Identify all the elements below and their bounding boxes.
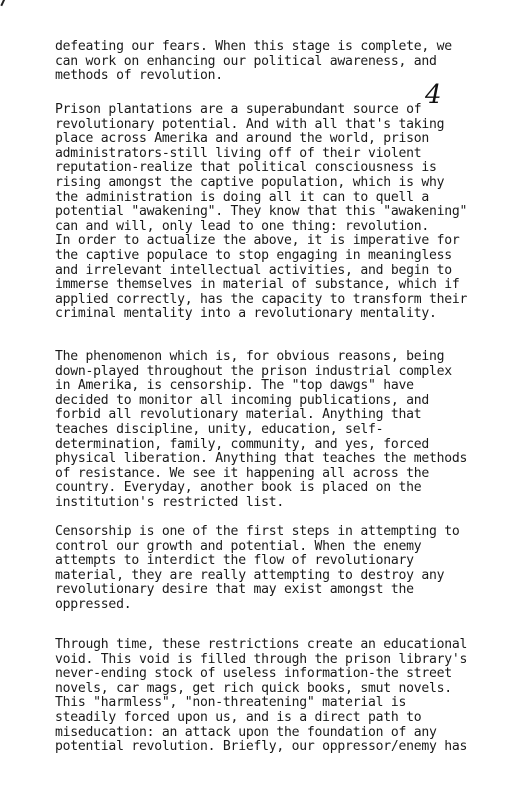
text-line: institution's restricted list. xyxy=(55,495,284,510)
text-line: novels, car mags, get rich quick books, smut novels. xyxy=(55,681,452,696)
handwritten-page-number: 4 xyxy=(425,80,442,110)
text-line: control our growth and potential. When the enemy xyxy=(55,539,422,554)
text-line: forbid all revolutionary material. Anything that xyxy=(55,408,422,423)
paragraph-2 xyxy=(55,103,473,322)
text-line: void. This void is filled through the prison library's xyxy=(55,652,468,667)
text-line: miseducation: an attack upon the foundation of any xyxy=(55,725,437,740)
text-line: The phenomenon which is, for obvious reasons, being xyxy=(55,350,445,364)
text-line: criminal mentality into a revolutionary mentality. xyxy=(55,307,437,322)
text-line: rising amongst the captive population, which is why xyxy=(55,175,445,190)
text-line: immerse themselves in material of substance, which if xyxy=(55,278,460,293)
text-line: can work on enhancing our political awareness, and xyxy=(55,54,437,69)
text-line: This "harmless", "non-threatening" material is xyxy=(55,696,407,711)
text-line: steadily forced upon us, and is a direct path to xyxy=(55,710,422,725)
text-line: revolutionary desire that may exist amongst the xyxy=(55,583,414,598)
text-line: determination, family, community, and yes, forced xyxy=(55,437,430,452)
text-line: the captive populace to stop engaging in meaningless xyxy=(55,248,452,263)
text-line: physical liberation. Anything that teaches the methods xyxy=(55,452,468,467)
text-line: of resistance. We see it happening all across the xyxy=(55,466,430,481)
text-line: the administration is doing all it can to quell a xyxy=(55,190,430,205)
text-line: decided to monitor all incoming publications, and xyxy=(55,393,430,408)
text-line: down-played throughout the prison industrial complex xyxy=(55,364,452,379)
text-line: applied correctly, has the capacity to transform their xyxy=(55,292,468,307)
text-line: administrators-still living off of their violent xyxy=(55,146,422,161)
text-line: Censorship is one of the first steps in attempting to xyxy=(55,525,460,539)
text-line: Prison plantations are a superabundant source of xyxy=(55,103,422,117)
text-line: never-ending stock of useless information-the street xyxy=(55,667,452,682)
paragraph-1 xyxy=(55,40,473,84)
text-line: attempts to interdict the flow of revolutionary xyxy=(55,554,414,569)
text-line: oppressed. xyxy=(55,597,132,612)
text-line: potential revolution. Briefly, our oppressor/enemy has xyxy=(55,740,468,755)
text-line: methods of revolution. xyxy=(55,69,223,84)
text-line: can and will, only lead to one thing: revolution. xyxy=(55,219,430,234)
text-line: and irrelevant intellectual activities, and begin to xyxy=(55,263,452,278)
text-line: revolutionary potential. And with all that's taking xyxy=(55,117,445,132)
text-line: material, they are really attempting to destroy any xyxy=(55,568,445,583)
corner-tick-mark xyxy=(0,0,13,10)
text-line: in Amerika, is censorship. The "top dawgs" have xyxy=(55,379,414,394)
text-line: defeating our fears. When this stage is complete, we xyxy=(55,40,452,54)
paragraph-4 xyxy=(55,525,473,613)
paragraph-5 xyxy=(55,638,473,755)
text-line: In order to actualize the above, it is imperative for xyxy=(55,234,460,249)
text-line: country. Everyday, another book is placed on the xyxy=(55,481,422,496)
text-line: Through time, these restrictions create an educational xyxy=(55,638,468,652)
text-line: place across Amerika and around the world, prison xyxy=(55,132,430,147)
text-line: potential "awakening". They know that this "awakening" xyxy=(55,205,468,220)
text-line: teaches discipline, unity, education, self- xyxy=(55,422,384,437)
text-line: reputation-realize that political consciousness is xyxy=(55,161,437,176)
paragraph-3 xyxy=(55,350,473,511)
